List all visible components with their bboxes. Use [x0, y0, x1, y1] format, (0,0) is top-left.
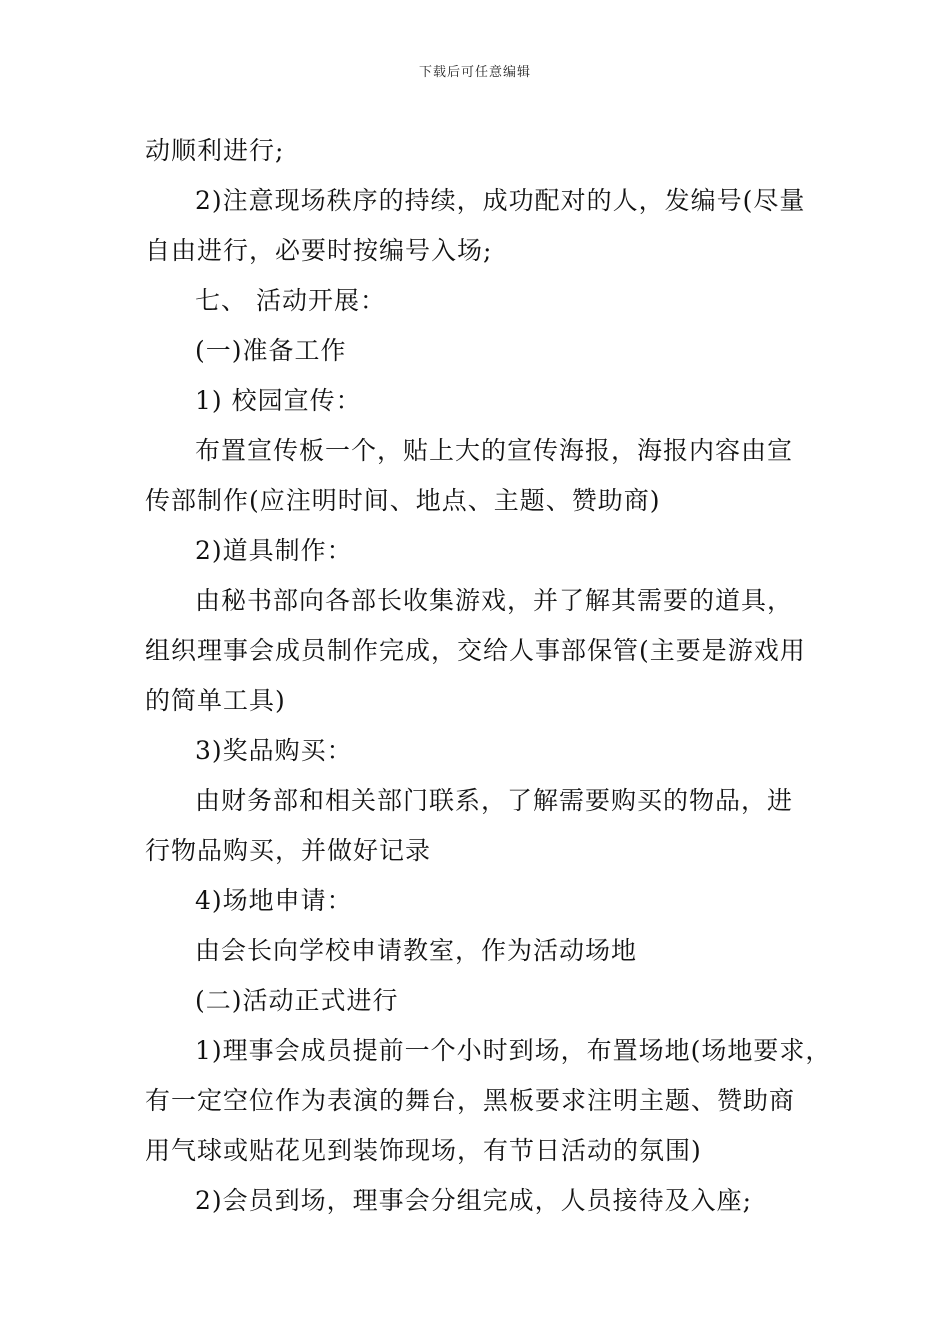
item-heading: 4)场地申请：	[195, 886, 353, 915]
text-line: 由秘书部向各部长收集游戏，并了解其需要的道具，	[195, 586, 794, 615]
document-body	[145, 126, 832, 1226]
text-line: 有一定空位作为表演的舞台，黑板要求注明主题、赞助商	[145, 1086, 796, 1115]
item-heading: 1) 校园宣传：	[195, 386, 362, 415]
item-heading: 2)道具制作：	[195, 536, 353, 565]
text-line: 1)理事会成员提前一个小时到场，布置场地(场地要求，	[195, 1036, 832, 1065]
text-line: 用气球或贴花见到装饰现场，有节日活动的氛围)	[145, 1136, 702, 1165]
text-line: 2)会员到场，理事会分组完成，人员接待及入座;	[195, 1186, 753, 1215]
text-line: 2)注意现场秩序的持续，成功配对的人，发编号(尽量	[195, 186, 806, 215]
section-heading: 七、 活动开展：	[195, 286, 386, 315]
item-heading: 3)奖品购买：	[195, 736, 353, 765]
subsection-heading: (一)准备工作	[195, 336, 347, 365]
text-line: 由会长向学校申请教室，作为活动场地	[195, 936, 638, 965]
text-line: 传部制作(应注明时间、地点、主题、赞助商)	[145, 486, 661, 515]
subsection-heading: (二)活动正式进行	[195, 986, 399, 1015]
text-line: 行物品购买，并做好记录	[145, 836, 432, 865]
text-line: 自由进行，必要时按编号入场;	[145, 236, 493, 265]
text-line: 由财务部和相关部门联系，了解需要购买的物品，进	[195, 786, 794, 815]
page-header: 下载后可任意编辑	[418, 65, 531, 80]
text-line: 动顺利进行;	[145, 136, 285, 165]
text-line: 的简单工具)	[145, 686, 286, 715]
text-line: 布置宣传板一个，贴上大的宣传海报，海报内容由宣	[195, 436, 794, 465]
text-line: 组织理事会成员制作完成，交给人事部保管(主要是游戏用	[145, 636, 806, 665]
